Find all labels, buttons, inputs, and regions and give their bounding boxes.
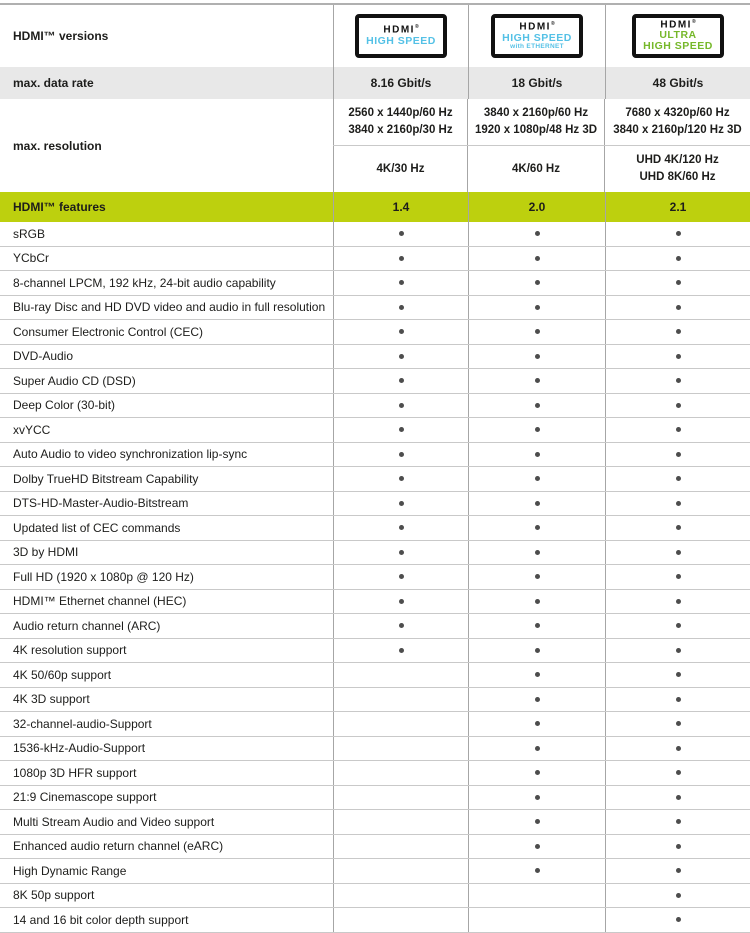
supported-bullet-icon [399,501,404,506]
hdmi-logo: HDMI® [519,20,555,32]
supported-bullet-icon [535,354,540,359]
badge-cell-hdmi-2-1 [605,5,750,67]
supported-bullet-icon [535,427,540,432]
feature-label: 1536-kHz-Audio-Support [13,741,146,756]
features-label: HDMI™ features [13,200,106,214]
feature-support-cell [333,859,468,883]
feature-support-cell [333,884,468,908]
supported-bullet-icon [399,354,404,359]
supported-bullet-icon [535,574,540,579]
feature-label: 3D by HDMI [13,545,79,560]
table-row [0,247,750,272]
hdmi-high-speed-ethernet-badge [491,14,583,58]
feature-support-cell [468,418,605,442]
feature-label: 4K 50/60p support [13,667,112,682]
feature-support-cell [605,443,750,467]
feature-support-cell [605,222,750,246]
supported-bullet-icon [535,623,540,628]
supported-bullet-icon [399,231,404,236]
hdmi-ultra-high-speed-badge [632,14,724,58]
supported-bullet-icon [676,525,681,530]
resolution-line: 3840 x 2160p/30 Hz [348,124,453,136]
features-header-row [0,192,750,222]
feature-label: 32-channel-audio-Support [13,716,152,731]
feature-support-cell [605,541,750,565]
resolution-primary-subrow [333,99,750,145]
feature-support-cell [333,271,468,295]
resolution-line: 4K/30 Hz [376,162,425,175]
feature-support-cell [605,296,750,320]
table-row [0,639,750,664]
feature-support-cell [605,369,750,393]
feature-label: DVD-Audio [13,349,74,364]
supported-bullet-icon [535,770,540,775]
supported-bullet-icon [676,329,681,334]
supported-bullet-icon [399,550,404,555]
feature-support-cell [605,516,750,540]
supported-bullet-icon [676,256,681,261]
supported-bullet-icon [535,795,540,800]
feature-support-cell [605,614,750,638]
resolution-row [0,99,750,192]
feature-support-cell [605,761,750,785]
data-rate-row [0,67,750,99]
version-number: 1.4 [333,192,468,222]
feature-support-cell [468,541,605,565]
supported-bullet-icon [399,329,404,334]
feature-support-cell [333,541,468,565]
resolution-line: 3840 x 2160p/60 Hz [483,107,589,120]
table-row [0,614,750,639]
supported-bullet-icon [535,378,540,383]
feature-support-cell [468,590,605,614]
feature-support-cell [605,590,750,614]
feature-support-cell [333,247,468,271]
feature-support-cell [605,320,750,344]
badge-text: HIGH SPEED [643,40,713,53]
supported-bullet-icon [676,770,681,775]
versions-label: HDMI™ versions [13,29,109,43]
feature-support-cell [468,320,605,344]
supported-bullet-icon [676,378,681,383]
feature-label: Updated list of CEC commands [13,520,181,535]
supported-bullet-icon [676,452,681,457]
table-row [0,712,750,737]
supported-bullet-icon [535,452,540,457]
supported-bullet-icon [676,501,681,506]
feature-label: Enhanced audio return channel (eARC) [13,839,224,854]
feature-support-cell [333,467,468,491]
table-row [0,541,750,566]
feature-support-cell [468,786,605,810]
feature-support-cell [605,786,750,810]
resolution-line: UHD 8K/60 Hz [639,171,716,183]
supported-bullet-icon [535,648,540,653]
supported-bullet-icon [399,648,404,653]
resolution-value [604,146,750,192]
badge-text: with ETHERNET [510,42,564,50]
feature-support-cell [468,663,605,687]
feature-support-cell [468,884,605,908]
feature-support-cell [468,492,605,516]
supported-bullet-icon [676,574,681,579]
supported-bullet-icon [676,354,681,359]
feature-label: High Dynamic Range [13,863,127,878]
feature-label: 8K 50p support [13,888,95,903]
table-row [0,443,750,468]
feature-support-cell [468,908,605,932]
feature-support-cell [605,810,750,834]
supported-bullet-icon [399,256,404,261]
feature-support-cell [333,394,468,418]
supported-bullet-icon [399,427,404,432]
feature-support-cell [468,761,605,785]
supported-bullet-icon [535,721,540,726]
feature-support-cell [333,590,468,614]
feature-label: HDMI™ Ethernet channel (HEC) [13,594,187,609]
supported-bullet-icon [535,819,540,824]
table-row [0,296,750,321]
supported-bullet-icon [676,917,681,922]
supported-bullet-icon [676,623,681,628]
table-row [0,369,750,394]
table-row [0,516,750,541]
supported-bullet-icon [399,525,404,530]
table-row [0,737,750,762]
table-row [0,492,750,517]
feature-support-cell [333,663,468,687]
feature-support-cell [468,394,605,418]
supported-bullet-icon [535,501,540,506]
data-rate-label: max. data rate [13,76,94,90]
feature-support-cell [605,712,750,736]
feature-label: Dolby TrueHD Bitstream Capability [13,471,199,486]
feature-support-cell [468,737,605,761]
supported-bullet-icon [676,844,681,849]
resolution-label: max. resolution [13,138,102,153]
feature-label: YCbCr [13,251,50,266]
feature-support-cell [605,394,750,418]
table-row [0,418,750,443]
supported-bullet-icon [676,819,681,824]
resolution-secondary-subrow [333,145,750,192]
supported-bullet-icon [676,721,681,726]
supported-bullet-icon [399,452,404,457]
feature-support-cell [468,467,605,491]
table-row [0,859,750,884]
supported-bullet-icon [676,427,681,432]
badge-text: ULTRA [659,29,697,42]
data-rate-value: 18 Gbit/s [468,67,605,99]
badge-text: HIGH SPEED [366,34,436,47]
table-row [0,565,750,590]
badge-text: HIGH SPEED [502,31,572,44]
supported-bullet-icon [676,280,681,285]
table-row [0,320,750,345]
resolution-line: 3840 x 2160p/120 Hz 3D [613,124,742,136]
feature-label: 21:9 Cinemascope support [13,790,157,805]
supported-bullet-icon [676,672,681,677]
badge-cell-hdmi-1-4 [333,5,468,67]
resolution-value [333,146,467,192]
feature-support-cell [468,345,605,369]
feature-support-cell [333,345,468,369]
supported-bullet-icon [535,403,540,408]
version-number: 2.1 [605,192,750,222]
hdmi-comparison-table [0,3,750,933]
resolution-line: 4K/60 Hz [512,162,560,175]
resolution-line: 2560 x 1440p/60 Hz [348,107,453,120]
supported-bullet-icon [399,599,404,604]
supported-bullet-icon [535,305,540,310]
feature-support-cell [605,737,750,761]
feature-support-cell [333,688,468,712]
table-row [0,908,750,933]
version-number: 2.0 [468,192,605,222]
versions-row [0,5,750,67]
supported-bullet-icon [535,697,540,702]
table-row [0,271,750,296]
feature-support-cell [333,786,468,810]
feature-support-cell [468,859,605,883]
table-row [0,884,750,909]
feature-label: Consumer Electronic Control (CEC) [13,324,204,339]
supported-bullet-icon [676,795,681,800]
resolution-values [333,99,750,192]
data-rate-value: 8.16 Gbit/s [333,67,468,99]
feature-support-cell [605,639,750,663]
supported-bullet-icon [399,280,404,285]
feature-support-cell [333,614,468,638]
feature-support-cell [333,810,468,834]
feature-support-cell [333,222,468,246]
feature-label: DTS-HD-Master-Audio-Bitstream [13,496,189,511]
feature-support-cell [605,492,750,516]
feature-label: 1080p 3D HFR support [13,765,137,780]
supported-bullet-icon [399,305,404,310]
feature-support-cell [333,908,468,932]
table-row [0,810,750,835]
feature-support-cell [468,712,605,736]
feature-support-cell [605,247,750,271]
table-row [0,394,750,419]
table-row [0,786,750,811]
resolution-value [467,146,604,192]
resolution-value [467,99,604,145]
resolution-line: 7680 x 4320p/60 Hz [625,107,730,120]
table-row [0,688,750,713]
supported-bullet-icon [399,378,404,383]
supported-bullet-icon [676,648,681,653]
supported-bullet-icon [676,868,681,873]
feature-support-cell [333,761,468,785]
supported-bullet-icon [399,574,404,579]
supported-bullet-icon [676,599,681,604]
table-row [0,663,750,688]
hdmi-logo: HDMI® [660,18,696,30]
feature-support-cell [333,443,468,467]
feature-rows-container [0,222,750,933]
supported-bullet-icon [676,231,681,236]
feature-support-cell [468,639,605,663]
table-row [0,345,750,370]
feature-label: Super Audio CD (DSD) [13,373,136,388]
feature-support-cell [468,688,605,712]
supported-bullet-icon [676,697,681,702]
feature-support-cell [333,516,468,540]
feature-label: Multi Stream Audio and Video support [13,814,215,829]
table-row [0,835,750,860]
feature-support-cell [605,884,750,908]
table-row [0,467,750,492]
feature-support-cell [468,247,605,271]
feature-support-cell [333,369,468,393]
feature-label: 4K 3D support [13,692,90,707]
supported-bullet-icon [535,672,540,677]
feature-support-cell [605,467,750,491]
hdmi-logo: HDMI® [383,24,419,36]
supported-bullet-icon [535,550,540,555]
resolution-value [604,99,750,145]
feature-support-cell [468,516,605,540]
feature-support-cell [605,835,750,859]
feature-support-cell [468,835,605,859]
table-row [0,761,750,786]
badge-cell-hdmi-2-0 [468,5,605,67]
table-row [0,590,750,615]
resolution-value [333,99,467,145]
feature-label: 8-channel LPCM, 192 kHz, 24-bit audio capability [13,275,276,290]
supported-bullet-icon [535,476,540,481]
supported-bullet-icon [535,329,540,334]
feature-support-cell [468,443,605,467]
supported-bullet-icon [535,844,540,849]
feature-label: Full HD (1920 x 1080p @ 120 Hz) [13,569,194,584]
supported-bullet-icon [535,256,540,261]
feature-support-cell [605,565,750,589]
supported-bullet-icon [399,403,404,408]
feature-support-cell [333,296,468,320]
supported-bullet-icon [535,746,540,751]
supported-bullet-icon [676,746,681,751]
supported-bullet-icon [535,280,540,285]
supported-bullet-icon [399,476,404,481]
feature-support-cell [333,835,468,859]
feature-support-cell [468,271,605,295]
feature-support-cell [605,688,750,712]
feature-label: Blu-ray Disc and HD DVD video and audio in full resolution [13,300,326,315]
feature-support-cell [605,271,750,295]
feature-support-cell [605,663,750,687]
feature-label: 14 and 16 bit color depth support [13,912,189,927]
feature-support-cell [333,492,468,516]
feature-support-cell [605,859,750,883]
supported-bullet-icon [535,599,540,604]
feature-support-cell [333,320,468,344]
feature-support-cell [605,418,750,442]
feature-label: Audio return channel (ARC) [13,618,161,633]
supported-bullet-icon [399,623,404,628]
feature-support-cell [468,614,605,638]
supported-bullet-icon [535,525,540,530]
feature-support-cell [333,418,468,442]
feature-label: Deep Color (30-bit) [13,398,116,413]
supported-bullet-icon [676,893,681,898]
resolution-line: UHD 4K/120 Hz [636,154,719,167]
feature-label: sRGB [13,226,46,241]
supported-bullet-icon [535,868,540,873]
feature-support-cell [333,712,468,736]
feature-label: 4K resolution support [13,643,127,658]
feature-support-cell [468,369,605,393]
feature-support-cell [468,222,605,246]
supported-bullet-icon [535,231,540,236]
hdmi-high-speed-badge [355,14,447,58]
table-row [0,222,750,247]
supported-bullet-icon [676,403,681,408]
data-rate-value: 48 Gbit/s [605,67,750,99]
feature-label: xvYCC [13,422,51,437]
feature-support-cell [468,565,605,589]
feature-support-cell [333,565,468,589]
resolution-line: 1920 x 1080p/48 Hz 3D [474,124,598,136]
feature-support-cell [468,810,605,834]
feature-support-cell [333,737,468,761]
feature-support-cell [468,296,605,320]
supported-bullet-icon [676,550,681,555]
feature-support-cell [605,345,750,369]
supported-bullet-icon [676,305,681,310]
feature-support-cell [333,639,468,663]
feature-label: Auto Audio to video synchronization lip-sync [13,447,248,462]
supported-bullet-icon [676,476,681,481]
feature-support-cell [605,908,750,932]
